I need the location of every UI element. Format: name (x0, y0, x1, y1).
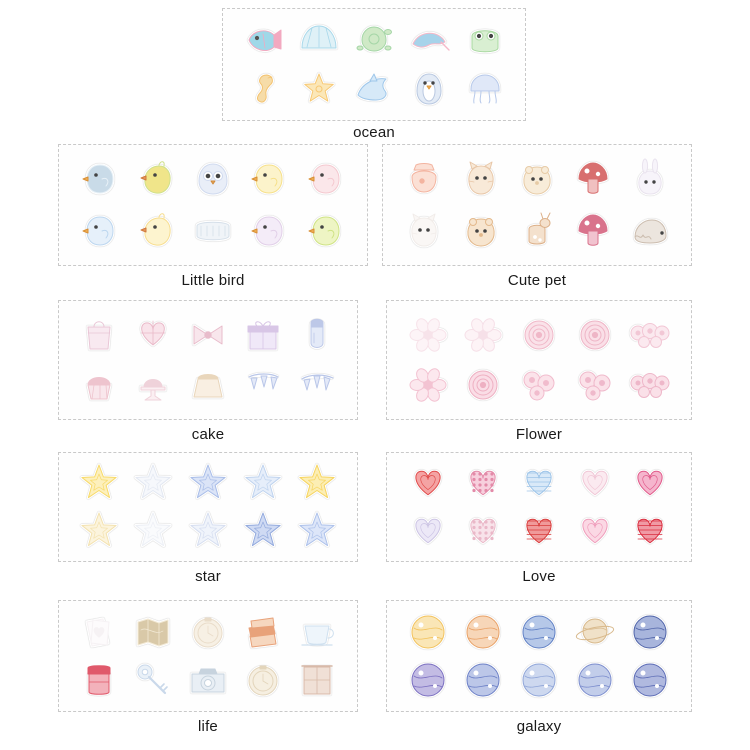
sticker-row (394, 509, 684, 553)
sticker-star-blue (186, 461, 230, 505)
sticker-heart-pale-pink (573, 461, 617, 505)
sticker-pink-mushroom (571, 209, 615, 253)
panel-label-star: star (195, 568, 221, 585)
sticker-grid-cake (58, 300, 358, 420)
sticker-champagne (295, 313, 339, 357)
panel-label-flower: Flower (515, 426, 563, 443)
sticker-owl (191, 157, 235, 201)
sticker-cake-stand (131, 363, 175, 407)
sticker-row (66, 313, 350, 357)
sticker-red-mushroom (571, 157, 615, 201)
sticker-nebula-violet (406, 658, 450, 702)
sticker-star-cream (77, 509, 121, 553)
sticker-starfish (297, 67, 341, 111)
sticker-panel-flower (386, 300, 692, 420)
sticker-row (66, 209, 360, 253)
sticker-penguin (407, 67, 451, 111)
sticker-panel-ocean (222, 8, 526, 121)
sticker-star-yellow (77, 461, 121, 505)
sticker-carnation (573, 313, 617, 357)
sticker-turtle (352, 18, 396, 62)
sticker-key (131, 658, 175, 702)
sticker-star-periwinkle (295, 509, 339, 553)
sticker-row (66, 610, 350, 654)
sticker-flower-bunch (628, 363, 672, 407)
sticker-star-navy (241, 509, 285, 553)
sticker-grid-love (386, 452, 692, 562)
sticker-grid-galaxy (386, 600, 692, 712)
sticker-heart-plaid (461, 509, 505, 553)
sticker-row (66, 157, 360, 201)
sticker-long-bird (191, 209, 235, 253)
sticker-row (66, 363, 350, 407)
sticker-pink-bird (304, 157, 348, 201)
sticker-heart-blue-stripe (517, 461, 561, 505)
sticker-heart-box (131, 313, 175, 357)
sticker-row (390, 209, 684, 253)
sticker-gift-bag (77, 313, 121, 357)
sticker-jellyfish (463, 67, 507, 111)
sticker-white-bird (78, 157, 122, 201)
sticker-row (394, 313, 684, 357)
sticker-panel-cute-pet (382, 144, 692, 266)
sticker-grid-little-bird (58, 144, 368, 266)
sticker-planet-blue (517, 610, 561, 654)
panel-label-life: life (198, 718, 218, 735)
sticker-row (394, 461, 684, 505)
sticker-dolphin (352, 67, 396, 111)
sticker-squirrel (459, 209, 503, 253)
sticker-row (230, 18, 518, 62)
sticker-heart-crimson (517, 509, 561, 553)
sticker-flower-row (628, 313, 672, 357)
sticker-bunny (628, 157, 672, 201)
panel-label-little-bird: Little bird (181, 272, 245, 289)
sticker-heart-dotted (461, 461, 505, 505)
sticker-grid-star (58, 452, 358, 562)
sticker-frog-eyes (463, 18, 507, 62)
sticker-window (295, 658, 339, 702)
sticker-cockatiel (135, 209, 179, 253)
sticker-panel-star (58, 452, 358, 562)
sticker-heart-pink (573, 509, 617, 553)
sticker-row (390, 157, 684, 201)
sticker-row (394, 658, 684, 702)
sticker-planet-orange (461, 610, 505, 654)
panel-label-ocean: ocean (353, 124, 395, 141)
sticker-pink-bouquet (573, 363, 617, 407)
sticker-pink-peony (517, 313, 561, 357)
sticker-camera (186, 658, 230, 702)
sticker-shell (297, 18, 341, 62)
sticker-panel-life (58, 600, 358, 712)
sticker-jam-jar (77, 658, 121, 702)
sticker-star-gold (295, 461, 339, 505)
sticker-row (66, 658, 350, 702)
sticker-grid-ocean (222, 8, 526, 121)
sticker-green-bird (304, 209, 348, 253)
sticker-yellow-bird (247, 157, 291, 201)
sticker-stingray (407, 18, 451, 62)
sticker-moon-blue (517, 658, 561, 702)
sticker-row (394, 363, 684, 407)
sticker-blue-chick (78, 209, 122, 253)
sticker-grid-cute-pet (382, 144, 692, 266)
panel-label-cake: cake (191, 426, 225, 443)
sticker-grid-flower (386, 300, 692, 420)
sticker-deep-space (628, 658, 672, 702)
sticker-ribbon-bow (186, 313, 230, 357)
sticker-star-white (131, 509, 175, 553)
sticker-hedgehog (628, 209, 672, 253)
sticker-rose (461, 363, 505, 407)
sticker-panel-galaxy (386, 600, 692, 712)
sticker-panel-love (386, 452, 692, 562)
sticker-blossom-cluster (517, 363, 561, 407)
sticker-white-daisy (406, 313, 450, 357)
sticker-pale-blossom (461, 313, 505, 357)
sticker-planet-saturn (573, 610, 617, 654)
panel-label-love: Love (522, 568, 556, 585)
sticker-gift-box (241, 313, 285, 357)
sticker-planet-indigo (628, 610, 672, 654)
sticker-heart-red (406, 461, 450, 505)
sticker-pudding (186, 363, 230, 407)
sticker-seahorse (241, 67, 285, 111)
sticker-star-lightblue (241, 461, 285, 505)
sticker-deer (515, 209, 559, 253)
sticker-fish (241, 18, 285, 62)
sticker-planet-sun (406, 610, 450, 654)
sticker-row (394, 610, 684, 654)
sticker-playing-cards (77, 610, 121, 654)
sticker-star-silver (186, 509, 230, 553)
sticker-goldfish-bowl (402, 157, 446, 201)
sticker-pocket-watch (241, 658, 285, 702)
sticker-row (66, 461, 350, 505)
sticker-heart-scarlet (628, 509, 672, 553)
sticker-grid-life (58, 600, 358, 712)
sticker-compact-mirror (186, 610, 230, 654)
sticker-panel-little-bird (58, 144, 368, 266)
sticker-row (230, 67, 518, 111)
sticker-star-cluster (573, 658, 617, 702)
sticker-green-parrot (135, 157, 179, 201)
sticker-white-bunny (402, 209, 446, 253)
sticker-galaxy-swirl (461, 658, 505, 702)
panel-label-galaxy: galaxy (516, 718, 562, 735)
sticker-star-pale (131, 461, 175, 505)
sticker-bunting-right (295, 363, 339, 407)
sticker-row (66, 509, 350, 553)
sticker-lilac-bird (247, 209, 291, 253)
sticker-cupcake (77, 363, 121, 407)
sticker-bunting-left (241, 363, 285, 407)
sticker-books (241, 610, 285, 654)
sticker-hamster (515, 157, 559, 201)
sticker-panel-cake (58, 300, 358, 420)
panel-label-cute-pet: Cute pet (507, 272, 567, 289)
sticker-heart-magenta (628, 461, 672, 505)
sticker-teacup (295, 610, 339, 654)
sticker-heart-lavender (406, 509, 450, 553)
sticker-cherry-blossom (406, 363, 450, 407)
sticker-map (131, 610, 175, 654)
sticker-kitten (459, 157, 503, 201)
